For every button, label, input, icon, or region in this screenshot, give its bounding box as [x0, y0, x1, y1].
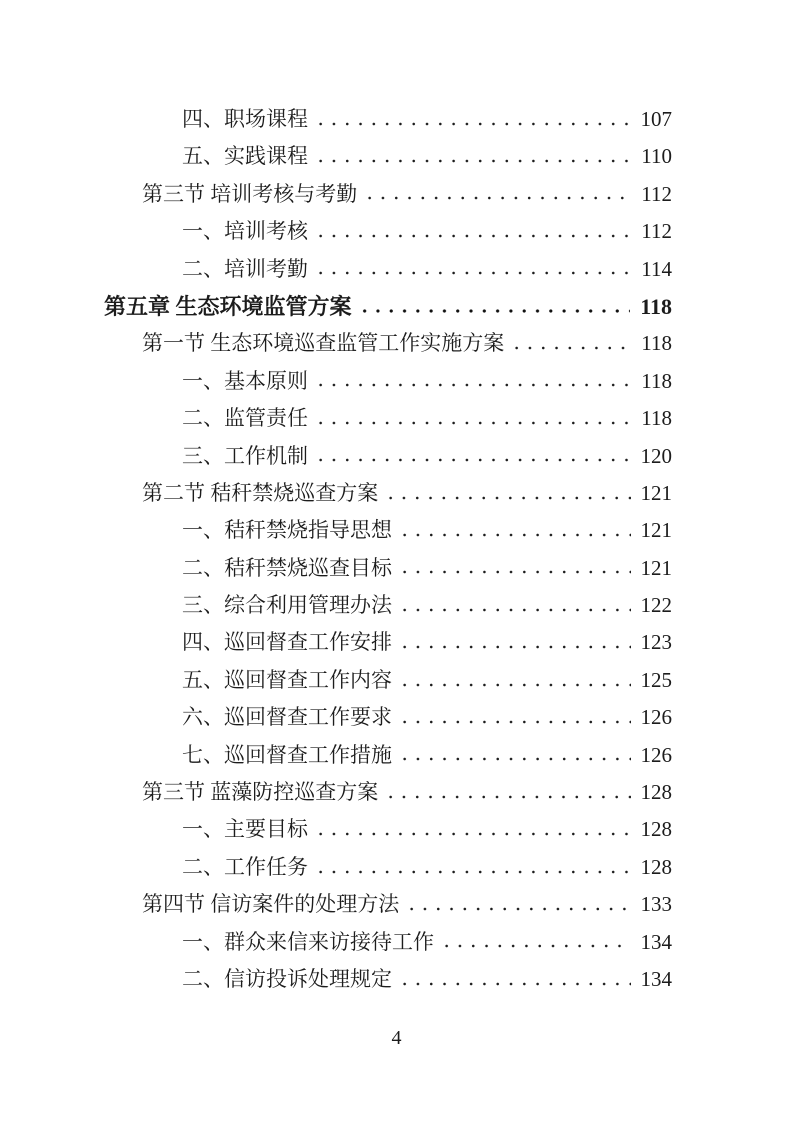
toc-dot-leader — [314, 856, 631, 880]
toc-entry-page-number: 122 — [640, 593, 672, 618]
toc-entry[interactable] — [0, 101, 672, 138]
toc-entry-page-number: 128 — [640, 854, 672, 879]
toc-entry-title: 三、综合利用管理办法 — [182, 593, 392, 618]
toc-dot-leader — [398, 706, 631, 730]
table-of-contents — [0, 101, 672, 998]
toc-entry[interactable] — [0, 924, 672, 961]
toc-entry-title: 五、实践课程 — [182, 144, 308, 169]
toc-entry[interactable] — [0, 325, 672, 362]
toc-entry[interactable] — [0, 475, 672, 512]
toc-entry[interactable] — [0, 737, 672, 774]
toc-entry-page-number: 134 — [640, 929, 672, 954]
toc-entry[interactable] — [0, 587, 672, 624]
toc-entry-title: 第二节 秸秆禁烧巡查方案 — [142, 480, 379, 505]
toc-entry[interactable] — [0, 288, 672, 325]
toc-entry-page-number: 126 — [640, 742, 672, 767]
toc-dot-leader — [384, 482, 630, 506]
toc-dot-leader — [314, 108, 631, 132]
toc-entry-title: 五、巡回督查工作内容 — [182, 667, 392, 692]
toc-entry-page-number: 134 — [640, 966, 672, 991]
toc-entry-title: 七、巡回督查工作措施 — [182, 742, 392, 767]
toc-entry[interactable] — [0, 774, 672, 811]
toc-dot-leader — [314, 257, 631, 281]
toc-dot-leader — [398, 594, 631, 618]
toc-entry-page-number: 118 — [641, 406, 672, 431]
toc-entry-page-number: 126 — [640, 705, 672, 730]
toc-entry-title: 二、秸秆禁烧巡查目标 — [182, 555, 392, 580]
toc-dot-leader — [314, 407, 631, 431]
toc-entry-page-number: 118 — [640, 293, 672, 319]
toc-dot-leader — [398, 556, 631, 580]
toc-entry[interactable] — [0, 849, 672, 886]
toc-entry[interactable] — [0, 811, 672, 848]
toc-entry-page-number: 128 — [640, 817, 672, 842]
toc-entry[interactable] — [0, 400, 672, 437]
toc-entry-page-number: 114 — [641, 256, 672, 281]
toc-entry-title: 第三节 蓝藻防控巡查方案 — [142, 780, 379, 805]
toc-entry-page-number: 121 — [640, 518, 672, 543]
toc-entry-title: 一、基本原则 — [182, 368, 308, 393]
toc-entry[interactable] — [0, 438, 672, 475]
toc-dot-leader — [398, 631, 631, 655]
toc-entry-page-number: 125 — [640, 667, 672, 692]
toc-entry[interactable] — [0, 512, 672, 549]
toc-entry-page-number: 120 — [640, 443, 672, 468]
toc-entry-title: 一、秸秆禁烧指导思想 — [182, 518, 392, 543]
toc-entry-page-number: 118 — [641, 331, 672, 356]
toc-entry-title: 一、主要目标 — [182, 817, 308, 842]
toc-entry-title: 第四节 信访案件的处理方法 — [142, 892, 400, 917]
toc-entry-page-number: 121 — [640, 555, 672, 580]
toc-entry-title: 第五章 生态环境监管方案 — [104, 293, 352, 319]
toc-entry-page-number: 112 — [641, 219, 672, 244]
toc-entry[interactable] — [0, 550, 672, 587]
toc-entry-title: 二、培训考勤 — [182, 256, 308, 281]
toc-entry[interactable] — [0, 138, 672, 175]
toc-entry-page-number: 123 — [640, 630, 672, 655]
toc-entry-page-number: 107 — [640, 107, 672, 131]
toc-entry[interactable] — [0, 251, 672, 288]
toc-dot-leader — [314, 818, 631, 842]
toc-entry-title: 二、信访投诉处理规定 — [182, 966, 392, 991]
toc-entry-page-number: 128 — [640, 780, 672, 805]
toc-entry-title: 第三节 培训考核与考勤 — [142, 181, 358, 206]
toc-entry-title: 六、巡回督查工作要求 — [182, 705, 392, 730]
toc-entry[interactable] — [0, 624, 672, 661]
toc-entry[interactable] — [0, 699, 672, 736]
toc-entry[interactable] — [0, 176, 672, 213]
toc-entry[interactable] — [0, 363, 672, 400]
toc-dot-leader — [363, 182, 631, 206]
toc-dot-leader — [384, 781, 630, 805]
toc-dot-leader — [398, 519, 631, 543]
toc-entry-title: 四、职场课程 — [182, 107, 308, 131]
toc-dot-leader — [314, 369, 631, 393]
toc-entry-title: 三、工作机制 — [182, 443, 308, 468]
toc-entry-title: 一、培训考核 — [182, 219, 308, 244]
toc-entry[interactable] — [0, 961, 672, 998]
toc-entry-title: 第一节 生态环境巡查监管工作实施方案 — [142, 331, 505, 356]
toc-entry-page-number: 110 — [641, 144, 672, 169]
page-number: 4 — [391, 1027, 402, 1049]
toc-dot-leader — [314, 220, 631, 244]
page-footer — [0, 1027, 793, 1050]
toc-entry[interactable] — [0, 662, 672, 699]
toc-dot-leader — [405, 893, 630, 917]
toc-entry-page-number: 133 — [640, 892, 672, 917]
toc-dot-leader — [398, 669, 631, 693]
toc-entry-title: 二、工作任务 — [182, 854, 308, 879]
toc-entry-page-number: 121 — [640, 480, 672, 505]
toc-entry-title: 一、群众来信来访接待工作 — [182, 929, 434, 954]
toc-dot-leader — [510, 332, 631, 356]
toc-entry-title: 二、监管责任 — [182, 406, 308, 431]
toc-entry-title: 四、巡回督查工作安排 — [182, 630, 392, 655]
toc-dot-leader — [440, 930, 631, 954]
toc-dot-leader — [398, 968, 631, 992]
toc-dot-leader — [314, 145, 631, 169]
toc-entry[interactable] — [0, 886, 672, 923]
toc-entry[interactable] — [0, 213, 672, 250]
toc-dot-leader — [398, 743, 631, 767]
toc-entry-page-number: 118 — [641, 368, 672, 393]
toc-dot-leader — [314, 444, 631, 468]
toc-entry-page-number: 112 — [641, 181, 672, 206]
toc-dot-leader — [358, 295, 631, 319]
